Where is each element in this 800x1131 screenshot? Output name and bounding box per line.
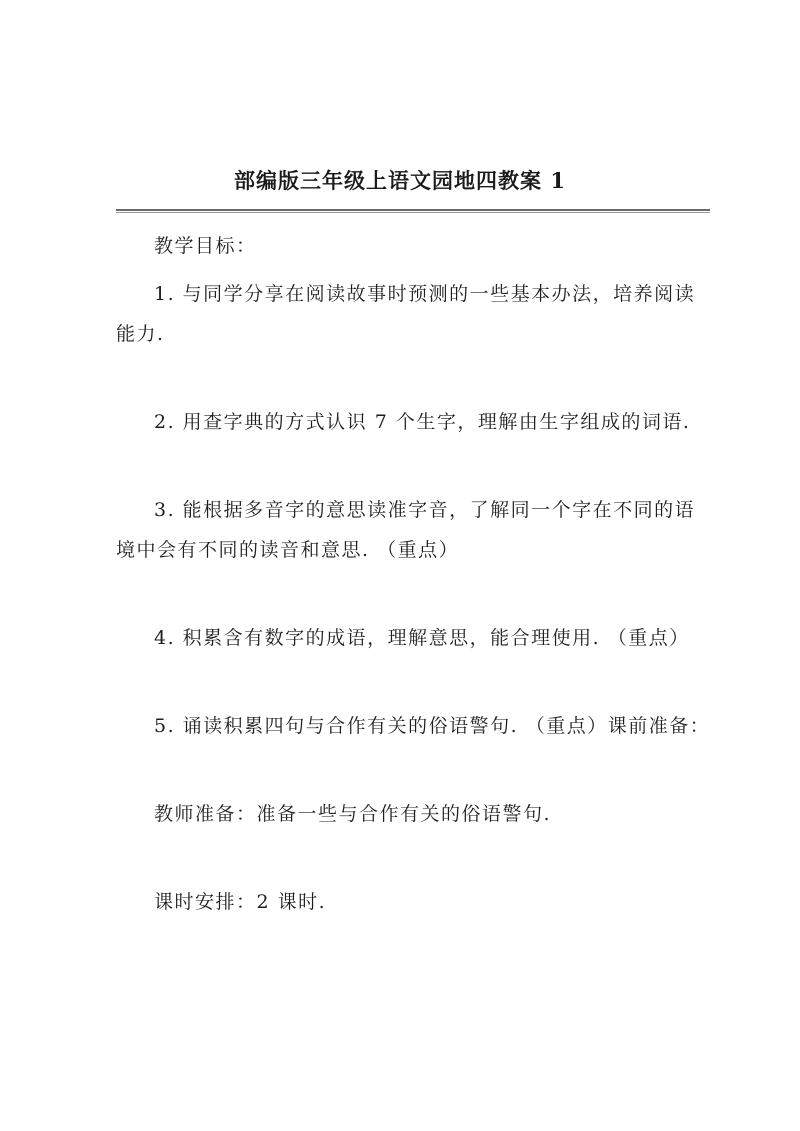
teacher-preparation: 教师准备：准备一些与合作有关的俗语警句. xyxy=(154,803,552,825)
title-divider xyxy=(116,209,710,213)
objective-item-4: 4. 积累含有数字的成语，理解意思，能合理使用. （重点） xyxy=(154,627,690,649)
objectives-label: 教学目标： xyxy=(154,235,257,257)
objective-item-2: 2. 用查字典的方式认识 7 个生字，理解由生字组成的词语. xyxy=(154,411,691,433)
objective-item-3: 3. 能根据多音字的意思读准字音，了解同一个字在不同的语境中会有不同的读音和意思. （重点） xyxy=(116,499,696,561)
page-title: 部编版三年级上语文园地四教案 1 xyxy=(234,168,566,193)
objective-item-1: 1. 与同学分享在阅读故事时预测的一些基本办法，培养阅读能力. xyxy=(116,283,696,345)
class-schedule: 课时安排：2 课时. xyxy=(154,891,327,913)
document-body xyxy=(116,226,712,922)
objective-item-5: 5. 诵读积累四句与合作有关的俗语警句. （重点）课前准备： xyxy=(154,715,711,737)
